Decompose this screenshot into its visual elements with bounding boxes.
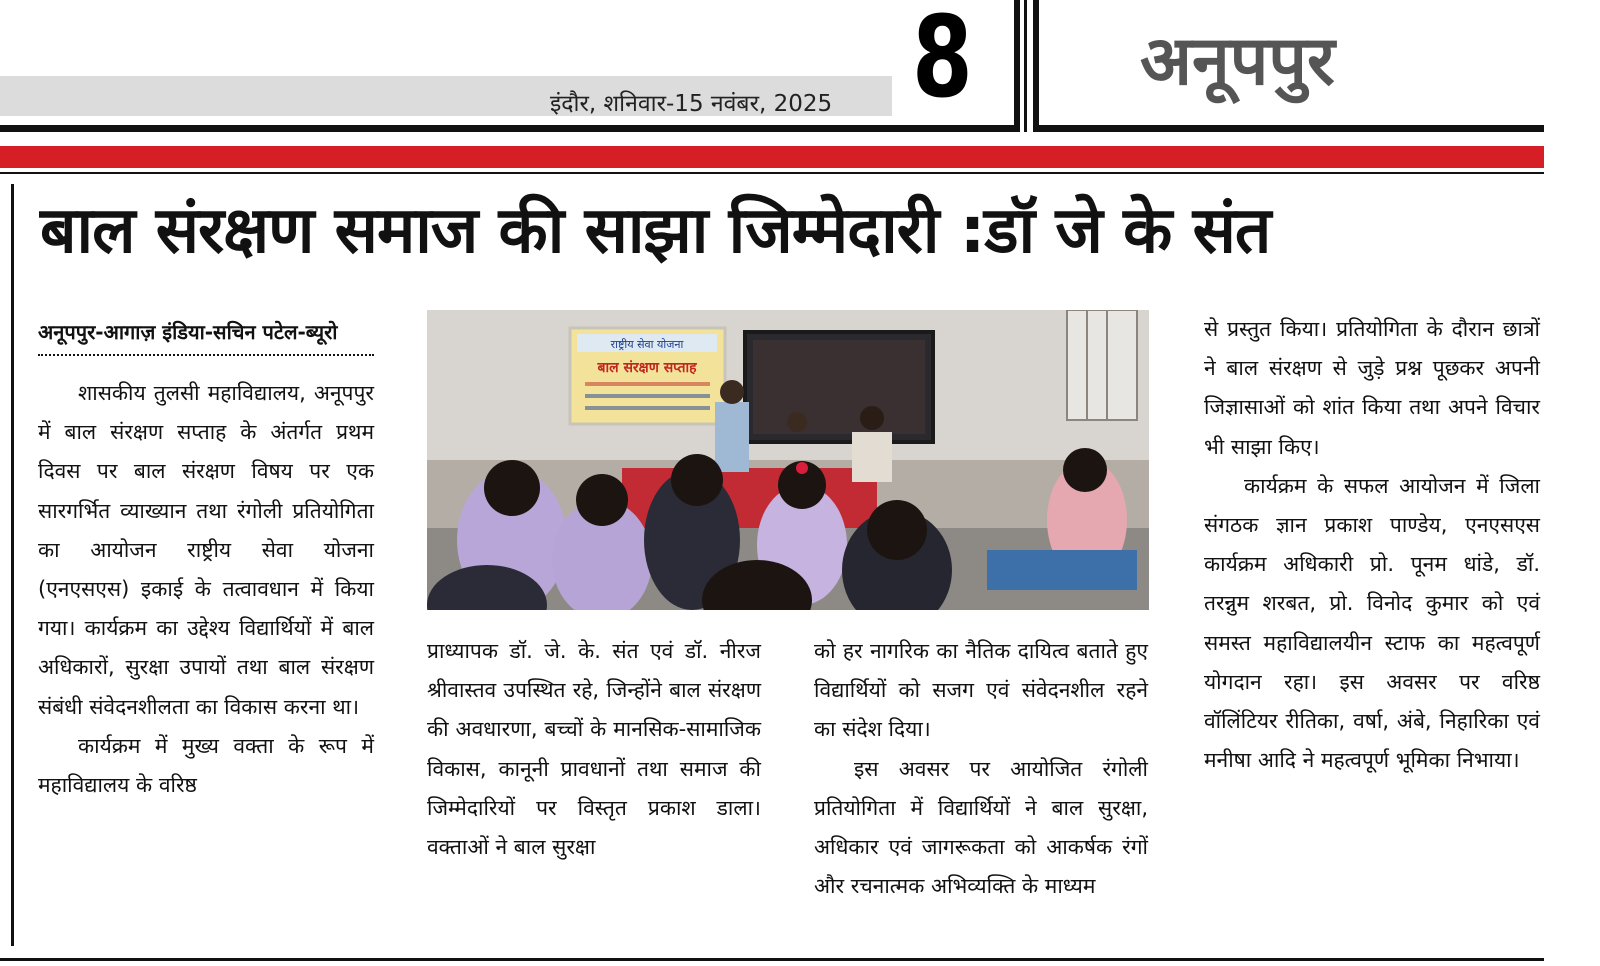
paragraph: प्राध्यापक डॉ. जे. के. संत एवं डॉ. नीरज श्रीवास्तव उपस्थित रहे, जिन्होंने बाल संरक्षण की अवधारणा, बच्चों के मानसिक-सामाजिक विकास, कानूनी प्रावधानों तथा समाज की जिम्मेदारियों पर विस्तृत प्रकाश डाला। वक्ताओं ने बाल सुरक्षा (427, 639, 761, 860)
byline: अनूपपुर-आगाज़ इंडिया-सचिन पटेल-ब्यूरो (38, 320, 338, 344)
masthead-rule (1036, 125, 1544, 132)
paragraph: से प्रस्तुत किया। प्रतियोगिता के दौरान छात्रों ने बाल संरक्षण से जुड़े प्रश्न पूछकर अपनी जिज्ञासाओं को शांत किया तथा अपने विचार भी साझा किए। (1204, 317, 1540, 459)
headline: बाल संरक्षण समाज की साझा जिम्मेदारी :डॉ जे के संत (40, 194, 1271, 268)
banner-line-2: बाल संरक्षण सप्ताह (597, 360, 697, 376)
paragraph: इस अवसर पर आयोजित रंगोली प्रतियोगिता में विद्यार्थियों ने बाल सुरक्षा, अधिकार एवं जागरूकता को आकर्षक रंगों और रचनात्मक अभिव्यक्ति के माध्यम (814, 756, 1148, 899)
banner-line-1: राष्ट्रीय सेवा योजना (610, 338, 684, 351)
dateline: इंदौर, शनिवार-15 नवंबर, 2025 (550, 91, 833, 117)
article-column-1 (38, 374, 374, 805)
section-name: अनूपपुर (1140, 22, 1335, 101)
paragraph: कार्यक्रम में मुख्य वक्ता के रूप में महाविद्यालय के वरिष्ठ (38, 733, 374, 798)
article-column-4 (1204, 310, 1540, 780)
masthead-divider-thin (1024, 0, 1027, 132)
red-rule (0, 146, 1544, 168)
page-number: 8 (912, 0, 973, 123)
masthead-rule (0, 125, 1014, 132)
article-column-2 (427, 632, 761, 867)
byline-divider (38, 354, 374, 356)
event-photo (427, 310, 1149, 610)
article-column-3 (814, 632, 1148, 906)
masthead-divider (1033, 0, 1039, 132)
masthead-divider (1014, 0, 1020, 132)
left-margin-bar (11, 184, 14, 946)
bottom-rule (0, 958, 1544, 961)
paragraph: कार्यक्रम के सफल आयोजन में जिला संगठक ज्ञान प्रकाश पाण्डेय, एनएसएस कार्यक्रम अधिकारी प्रो. पूनम धांडे, डॉ. तरन्नुम शरबत, प्रो. विनोद कुमार को एवं समस्त महाविद्यालयीन स्टाफ का महत्वपूर्ण योगदान रहा। इस अवसर पर वरिष्ठ वॉलिंटियर रीतिका, वर्षा, अंबे, निहारिका एवं मनीषा आदि ने महत्वपूर्ण भूमिका निभाया। (1204, 473, 1540, 773)
paragraph: शासकीय तुलसी महाविद्यालय, अनूपपुर में बाल संरक्षण सप्ताह के अंतर्गत प्रथम दिवस पर बाल संरक्षण विषय पर एक सारगर्भित व्याख्यान तथा रंगोली प्रतियोगिता का आयोजन राष्ट्रीय सेवा योजना (एनएसएस) इकाई के तत्वावधान में किया गया। कार्यक्रम का उद्देश्य विद्यार्थियों में बाल अधिकारों, सुरक्षा उपायों तथा बाल संरक्षण संबंधी संवेदनशीलता का विकास करना था। (38, 381, 374, 719)
paragraph: को हर नागरिक का नैतिक दायित्व बताते हुए विद्यार्थियों को सजग एवं संवेदनशील रहने का संदेश दिया। (814, 639, 1148, 742)
thin-rule (0, 172, 1544, 174)
photo-illustration (427, 310, 1149, 610)
